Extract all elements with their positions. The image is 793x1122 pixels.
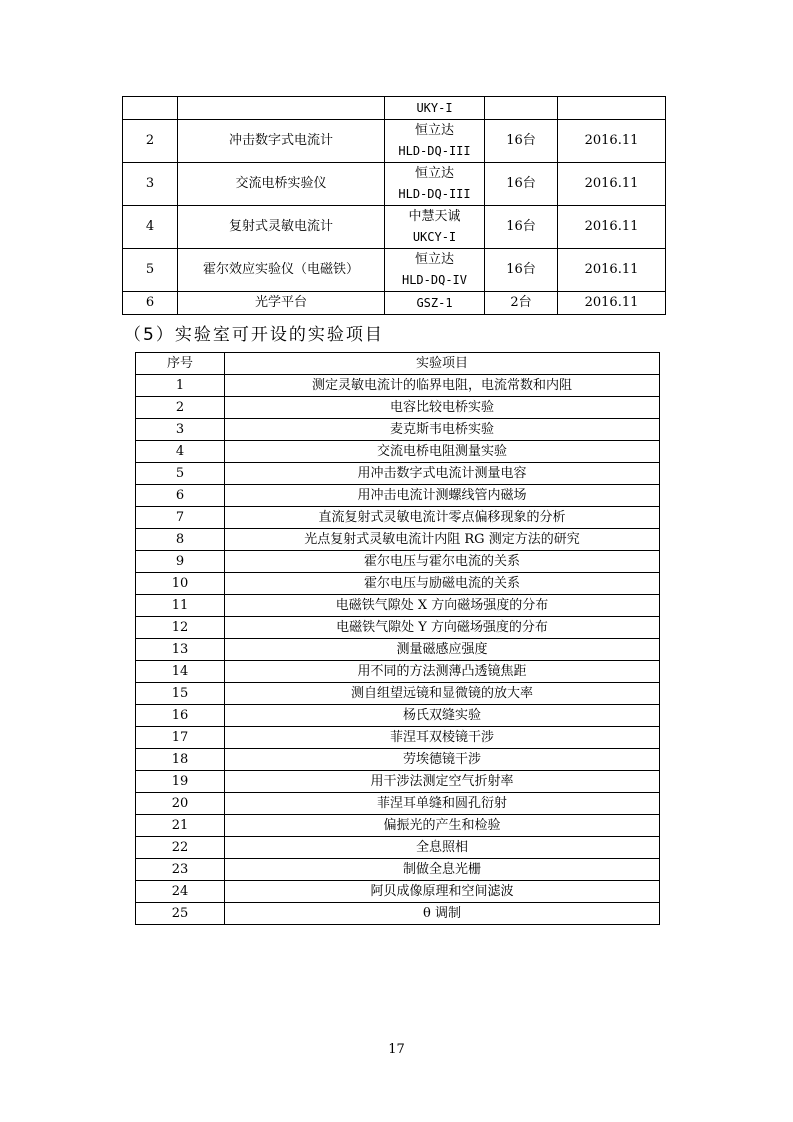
experiment-number: 12 bbox=[136, 617, 225, 639]
equipment-number: 3 bbox=[123, 163, 178, 206]
header-number: 序号 bbox=[136, 353, 225, 375]
experiment-number: 8 bbox=[136, 529, 225, 551]
experiment-title: 劳埃德镜干涉 bbox=[225, 749, 660, 771]
experiment-number: 9 bbox=[136, 551, 225, 573]
experiment-number: 16 bbox=[136, 705, 225, 727]
experiment-row bbox=[136, 485, 660, 507]
equipment-model bbox=[385, 120, 485, 163]
experiment-number: 2 bbox=[136, 397, 225, 419]
equipment-quantity: 2台 bbox=[485, 292, 558, 315]
equipment-quantity: 16台 bbox=[485, 120, 558, 163]
experiment-row bbox=[136, 771, 660, 793]
experiment-row bbox=[136, 881, 660, 903]
experiment-number: 4 bbox=[136, 441, 225, 463]
experiment-number: 20 bbox=[136, 793, 225, 815]
equipment-row bbox=[123, 120, 666, 163]
experiment-row bbox=[136, 815, 660, 837]
experiment-number: 1 bbox=[136, 375, 225, 397]
equipment-date: 2016.11 bbox=[558, 249, 666, 292]
experiment-row bbox=[136, 573, 660, 595]
experiment-title: 用冲击电流计测螺线管内磁场 bbox=[225, 485, 660, 507]
experiment-row bbox=[136, 375, 660, 397]
equipment-number: 6 bbox=[123, 292, 178, 315]
experiment-number: 7 bbox=[136, 507, 225, 529]
experiment-title: 电磁铁气隙处 Y 方向磁场强度的分布 bbox=[225, 617, 660, 639]
experiment-title: 电容比较电桥实验 bbox=[225, 397, 660, 419]
experiment-number: 6 bbox=[136, 485, 225, 507]
equipment-model bbox=[385, 249, 485, 292]
experiment-title: 直流复射式灵敏电流计零点偏移现象的分析 bbox=[225, 507, 660, 529]
equipment-row bbox=[123, 249, 666, 292]
experiment-row bbox=[136, 595, 660, 617]
experiment-row bbox=[136, 903, 660, 925]
equipment-number bbox=[123, 97, 178, 120]
equipment-date: 2016.11 bbox=[558, 120, 666, 163]
page-number: 17 bbox=[388, 1042, 405, 1057]
equipment-table bbox=[122, 96, 666, 315]
experiment-number: 13 bbox=[136, 639, 225, 661]
experiment-title: 测自组望远镜和显微镜的放大率 bbox=[225, 683, 660, 705]
experiment-title: 电磁铁气隙处 X 方向磁场强度的分布 bbox=[225, 595, 660, 617]
experiment-title: θ 调制 bbox=[225, 903, 660, 925]
experiment-number: 3 bbox=[136, 419, 225, 441]
experiment-number: 10 bbox=[136, 573, 225, 595]
experiment-row bbox=[136, 419, 660, 441]
equipment-model-line: 中慧天诚 bbox=[408, 209, 461, 224]
experiment-number: 15 bbox=[136, 683, 225, 705]
equipment-row bbox=[123, 97, 666, 120]
equipment-row bbox=[123, 206, 666, 249]
experiment-number: 14 bbox=[136, 661, 225, 683]
equipment-quantity: 16台 bbox=[485, 249, 558, 292]
section-heading: （5）实验室可开设的实验项目 bbox=[124, 325, 384, 345]
equipment-model-line: HLD-DQ-III bbox=[398, 187, 471, 201]
equipment-model-line: HLD-DQ-IV bbox=[401, 273, 468, 287]
equipment-name: 霍尔效应实验仪（电磁铁） bbox=[178, 249, 385, 292]
experiment-row bbox=[136, 639, 660, 661]
equipment-date: 2016.11 bbox=[558, 206, 666, 249]
equipment-name: 交流电桥实验仪 bbox=[178, 163, 385, 206]
experiment-title: 阿贝成像原理和空间滤波 bbox=[225, 881, 660, 903]
experiment-row bbox=[136, 749, 660, 771]
equipment-row bbox=[123, 163, 666, 206]
experiment-title: 用不同的方法测薄凸透镜焦距 bbox=[225, 661, 660, 683]
equipment-number: 2 bbox=[123, 120, 178, 163]
experiment-row bbox=[136, 551, 660, 573]
experiment-title: 制做全息光栅 bbox=[225, 859, 660, 881]
equipment-model-line: HLD-DQ-III bbox=[398, 144, 471, 158]
equipment-model-line: 恒立达 bbox=[414, 252, 454, 267]
experiment-title: 菲涅耳单缝和圆孔衍射 bbox=[225, 793, 660, 815]
equipment-model-line: 恒立达 bbox=[414, 166, 454, 181]
equipment-model-line: 恒立达 bbox=[414, 123, 454, 138]
experiment-row bbox=[136, 529, 660, 551]
experiment-number: 25 bbox=[136, 903, 225, 925]
experiment-title: 测定灵敏电流计的临界电阻，电流常数和内阻 bbox=[225, 375, 660, 397]
experiment-row bbox=[136, 397, 660, 419]
experiment-number: 23 bbox=[136, 859, 225, 881]
experiment-title: 霍尔电压与霍尔电流的关系 bbox=[225, 551, 660, 573]
equipment-row bbox=[123, 292, 666, 315]
equipment-number: 5 bbox=[123, 249, 178, 292]
experiment-title: 菲涅耳双棱镜干涉 bbox=[225, 727, 660, 749]
experiment-title: 麦克斯韦电桥实验 bbox=[225, 419, 660, 441]
equipment-quantity: 16台 bbox=[485, 163, 558, 206]
experiment-title: 偏振光的产生和检验 bbox=[225, 815, 660, 837]
experiment-title: 光点复射式灵敏电流计内阻 RG 测定方法的研究 bbox=[225, 529, 660, 551]
experiment-row bbox=[136, 837, 660, 859]
experiment-number: 5 bbox=[136, 463, 225, 485]
experiment-title: 用冲击数字式电流计测量电容 bbox=[225, 463, 660, 485]
experiment-number: 24 bbox=[136, 881, 225, 903]
experiment-row bbox=[136, 793, 660, 815]
experiment-row bbox=[136, 441, 660, 463]
experiment-number: 19 bbox=[136, 771, 225, 793]
equipment-table-body bbox=[123, 97, 666, 315]
equipment-name: 冲击数字式电流计 bbox=[178, 120, 385, 163]
experiments-header-row bbox=[136, 353, 660, 375]
equipment-model bbox=[385, 163, 485, 206]
experiment-row bbox=[136, 617, 660, 639]
equipment-model bbox=[385, 206, 485, 249]
equipment-model bbox=[385, 292, 485, 315]
experiment-number: 11 bbox=[136, 595, 225, 617]
equipment-model bbox=[385, 97, 485, 120]
equipment-date: 2016.11 bbox=[558, 292, 666, 315]
experiment-title: 霍尔电压与励磁电流的关系 bbox=[225, 573, 660, 595]
experiments-table bbox=[135, 352, 660, 925]
equipment-date bbox=[558, 97, 666, 120]
experiment-row bbox=[136, 463, 660, 485]
equipment-name: 光学平台 bbox=[178, 292, 385, 315]
equipment-date: 2016.11 bbox=[558, 163, 666, 206]
experiment-title: 测量磁感应强度 bbox=[225, 639, 660, 661]
experiment-title: 用干涉法测定空气折射率 bbox=[225, 771, 660, 793]
experiment-number: 21 bbox=[136, 815, 225, 837]
equipment-model-line: UKY-I bbox=[416, 101, 453, 115]
experiment-row bbox=[136, 507, 660, 529]
equipment-number: 4 bbox=[123, 206, 178, 249]
equipment-quantity bbox=[485, 97, 558, 120]
experiment-title: 全息照相 bbox=[225, 837, 660, 859]
experiments-table-body bbox=[136, 375, 660, 925]
experiment-row bbox=[136, 661, 660, 683]
equipment-model-line: UKCY-I bbox=[412, 230, 457, 244]
equipment-name: 复射式灵敏电流计 bbox=[178, 206, 385, 249]
experiment-row bbox=[136, 683, 660, 705]
header-project: 实验项目 bbox=[225, 353, 660, 375]
experiment-number: 17 bbox=[136, 727, 225, 749]
experiment-title: 杨氏双缝实验 bbox=[225, 705, 660, 727]
equipment-model-line: GSZ-1 bbox=[416, 296, 453, 310]
experiment-row bbox=[136, 859, 660, 881]
equipment-quantity: 16台 bbox=[485, 206, 558, 249]
experiment-row bbox=[136, 727, 660, 749]
equipment-name bbox=[178, 97, 385, 120]
experiment-row bbox=[136, 705, 660, 727]
experiment-number: 22 bbox=[136, 837, 225, 859]
experiment-number: 18 bbox=[136, 749, 225, 771]
experiment-title: 交流电桥电阻测量实验 bbox=[225, 441, 660, 463]
